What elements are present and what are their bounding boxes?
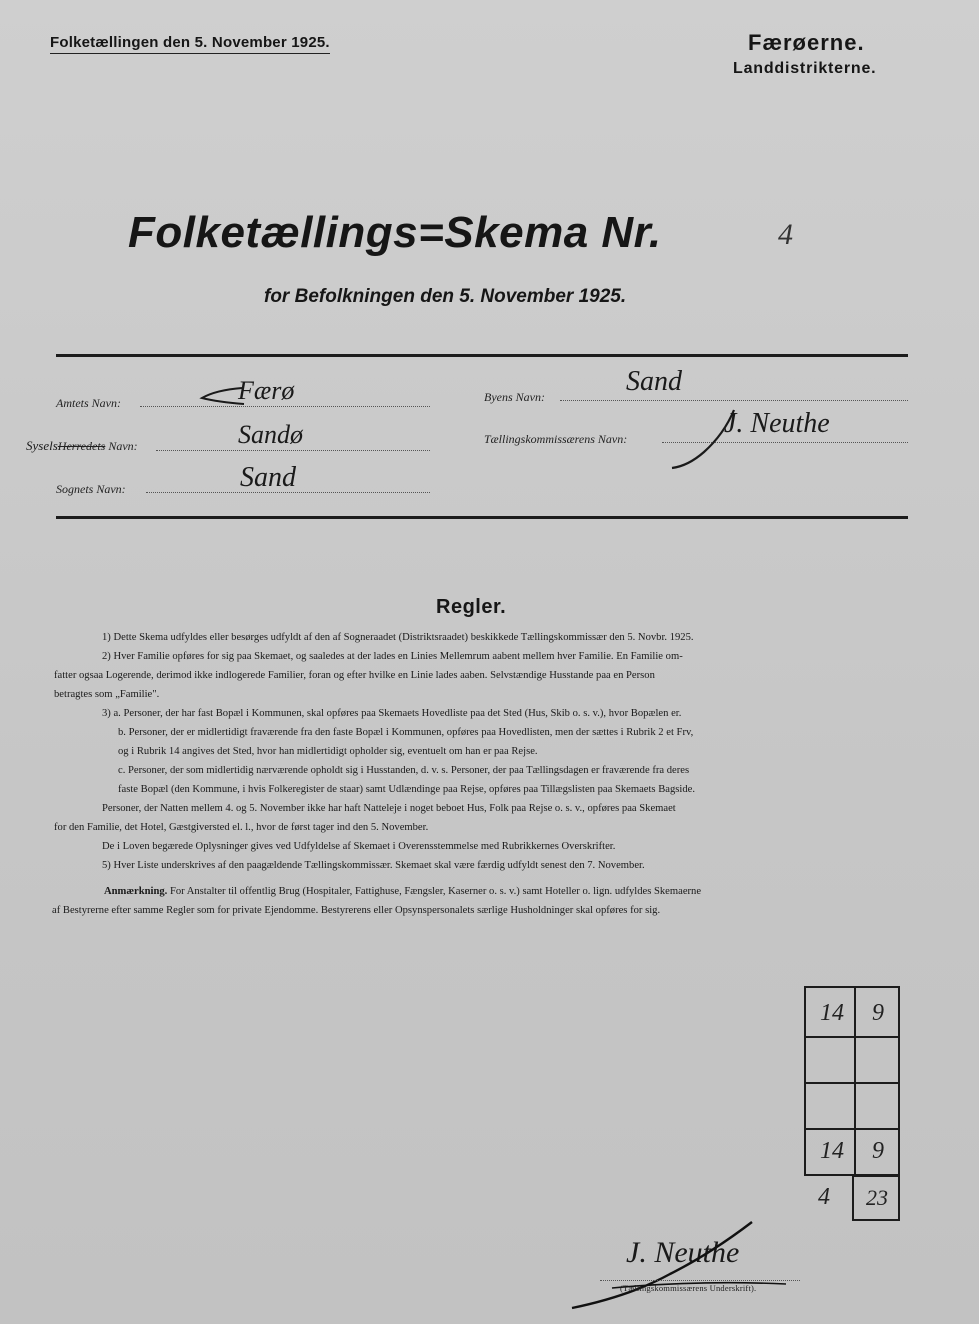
by-value-handwritten: Sand [626,366,682,397]
tally-cell-r4-right: 9 [872,1138,884,1164]
rule-line-1: 1) Dette Skema udfyldes eller besørges udfyldt af den af Sogneraadet (Distriktsraadet) beskikkede Tællingskommissær den 5. Novbr. 1925. [102,632,694,643]
tally-total-box [852,1175,900,1221]
herred-label-struck: Herredets [57,439,106,453]
note-body [52,882,924,920]
rule-line-12: De i Loven begærede Oplysninger gives ved Udfyldelse af Skemaet i Overensstemmelse med Rubrikkernes Overskrifter. [102,841,616,852]
signature-handwritten: J. Neuthe [626,1236,740,1269]
tally-divider-3 [806,1128,898,1130]
rules-body [54,628,914,875]
signature-flourish [560,1214,800,1314]
rule-line-4: betragtes som „Familie". [54,689,160,700]
rule-line-13: 5) Hver Liste underskrives af den paagældende Tællingskommissær. Skemaet skal være færdig udfyldt senest den 7. November. [102,860,645,871]
rules-title: Regler. [436,596,507,618]
bottom-divider [56,516,908,519]
herred-line [156,450,430,451]
herred-label-suffix: Navn: [105,439,138,453]
form-title: Folketællings=Skema Nr. [128,208,662,257]
amt-line [140,406,430,407]
tally-total-right: 23 [866,1185,888,1210]
by-label: Byens Navn: [484,390,545,404]
tally-divider-1 [806,1036,898,1038]
tally-divider-2 [806,1082,898,1084]
by-line [560,400,908,401]
tally-total-left: 4 [818,1184,830,1210]
rule-line-5: 3) a. Personer, der har fast Bopæl i Kommunen, skal opføres paa Skemaets Hovedliste paa det Sted (Hus, Skib o. s. v.), hvor Bopælen er. [102,708,682,719]
note-line-2: af Bestyrerne efter samme Regler som for private Ejendomme. Bestyrerens eller Opsynspersonalets særlige Husholdninger skal opføres for sig. [52,905,661,916]
sogn-value-handwritten: Sand [240,462,296,493]
note-text-1: For Anstalter til offentlig Brug (Hospitaler, Fattighuse, Fængsler, Kaserner o. s. v.) samt Hoteller o. lign. udfyldes Skemaerne [167,886,702,897]
herred-label-prefix: Sysels [26,438,58,453]
amt-label: Amtets Navn: [56,396,121,410]
header-census-date: Folketællingen den 5. November 1925. [50,34,330,54]
rule-line-10: Personer, der Natten mellem 4. og 5. November ikke har haft Natteleje i noget beboet Hus, Folk paa Rejse o. s. v., opføres paa Skemaet [102,803,676,814]
rule-line-7: og i Rubrik 14 angives det Sted, hvor han midlertidigt opholder sig, eventuelt om han er paa Rejse. [118,746,538,757]
header-region: Færøerne. [748,30,865,55]
sogn-label: Sognets Navn: [56,482,126,496]
herred-label [26,438,138,454]
kommissaer-value-handwritten: J. Neuthe [724,408,830,439]
tally-cell-r4-left: 14 [820,1138,844,1164]
herred-value-handwritten: Sandø [238,420,303,449]
note-lead: Anmærkning. [104,886,168,897]
rule-line-3: fatter ogsaa Logerende, derimod ikke indlogerede Familier, foran og efter hvilke en Linie lades aaben. Selvstændige Husstande paa en Person [54,670,655,681]
tally-divider-vertical [854,988,856,1174]
kommissaer-label: Tællingskommissærens Navn: [484,432,628,446]
signature-caption: (Tællingskommissærens Underskrift). [620,1283,757,1293]
header-district: Landdistrikterne. [733,60,877,77]
rule-line-6: b. Personer, der er midlertidigt fraværende fra den faste Bopæl i Kommunen, opføres paa Hovedlisten, men der sættes i Rubrik 2 et Frv, [118,727,694,738]
note-line-1 [104,882,924,901]
kommissaer-flourish [664,404,744,474]
form-subtitle: for Befolkningen den 5. November 1925. [264,286,627,307]
rule-line-2: 2) Hver Familie opføres for sig paa Skemaet, og saaledes at der lades en Linies Mellemrum aabent mellem hver Familie. En Familie om- [102,651,683,662]
tally-grid [804,986,900,1176]
amt-value-handwritten: Færø [238,376,295,405]
tally-cell-r1-left: 14 [820,1000,844,1026]
tally-cell-r1-right: 9 [872,1000,884,1026]
rule-line-9: faste Bopæl (den Kommune, i hvis Folkeregister de staar) samt Udlændinge paa Rejse, opføres paa Tillægslisten paa Skemaets Bagside. [118,784,695,795]
signature-line [600,1280,800,1281]
rule-line-11: for den Familie, det Hotel, Gæstgiversted el. l., hvor de først tager ind den 5. November. [54,822,429,833]
amt-flourish [198,384,248,408]
form-number-handwritten: 4 [778,218,793,251]
rule-line-8: c. Personer, der som midlertidig nærværende opholdt sig i Husstanden, d. v. s. Personer, der paa Tællingsdagen er fraværende fra deres [118,765,690,776]
top-divider [56,354,908,357]
